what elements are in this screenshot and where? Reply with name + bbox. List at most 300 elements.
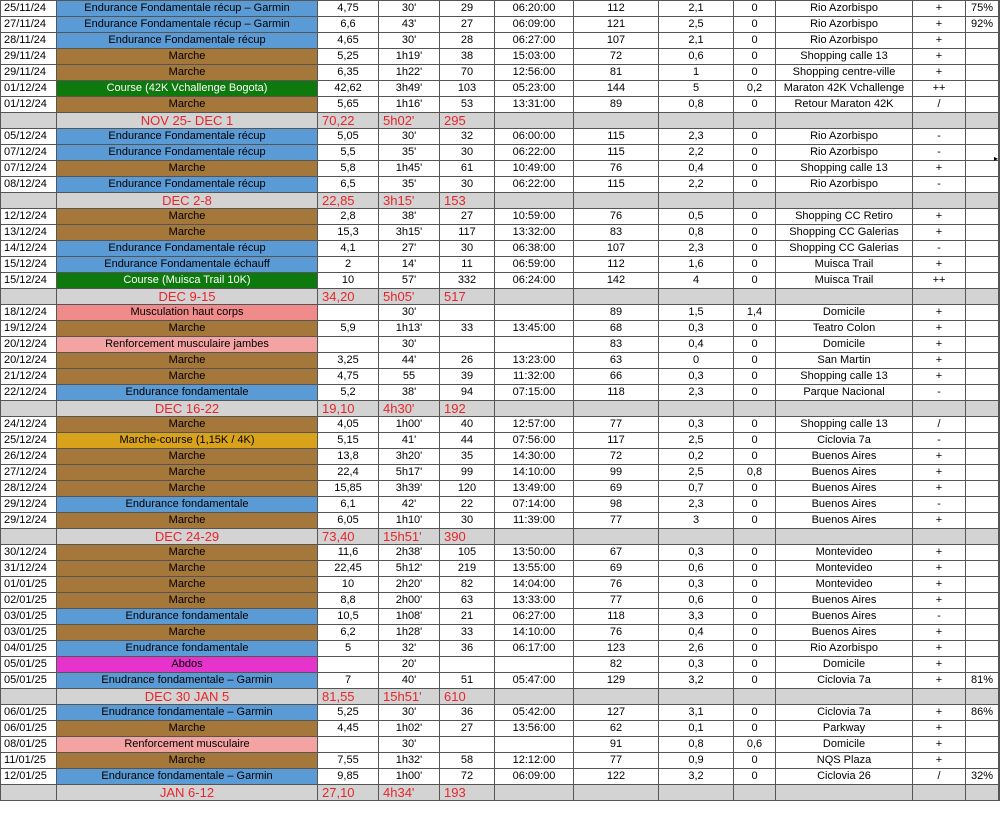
heart-rate-cell[interactable]: 99	[574, 465, 659, 481]
percent-cell[interactable]	[966, 545, 999, 561]
rating-cell[interactable]: +	[913, 161, 966, 177]
activity-cell[interactable]: Marche	[57, 561, 318, 577]
duration-cell[interactable]: 1h19'	[379, 49, 440, 65]
date-cell[interactable]	[1, 193, 57, 209]
activity-cell[interactable]: Endurance fondamentale	[57, 497, 318, 513]
percent-cell[interactable]: 86%	[966, 705, 999, 721]
value2-cell[interactable]: 0	[734, 593, 776, 609]
percent-cell[interactable]	[966, 497, 999, 513]
empty-cell[interactable]	[495, 689, 574, 705]
rating-cell[interactable]: +	[913, 737, 966, 753]
distance-cell[interactable]: 4,45	[318, 721, 379, 737]
value2-cell[interactable]: 0	[734, 705, 776, 721]
duration-cell[interactable]: 1h45'	[379, 161, 440, 177]
date-cell[interactable]: 28/12/24	[1, 481, 57, 497]
location-cell[interactable]: Rio Azorbispo	[776, 177, 913, 193]
heart-rate-cell[interactable]: 127	[574, 705, 659, 721]
heart-rate-cell[interactable]: 68	[574, 321, 659, 337]
elevation-cell[interactable]: 38	[440, 49, 495, 65]
start-time-cell[interactable]: 15:03:00	[495, 49, 574, 65]
empty-cell[interactable]	[495, 785, 574, 801]
value2-cell[interactable]: 0	[734, 273, 776, 289]
duration-cell[interactable]: 43'	[379, 17, 440, 33]
activity-cell[interactable]: Marche	[57, 465, 318, 481]
value1-cell[interactable]: 0,3	[659, 369, 734, 385]
value2-cell[interactable]: 0	[734, 545, 776, 561]
total-distance[interactable]: 70,22	[318, 113, 379, 129]
date-cell[interactable]: 30/12/24	[1, 545, 57, 561]
value1-cell[interactable]: 1	[659, 65, 734, 81]
heart-rate-cell[interactable]: 76	[574, 161, 659, 177]
heart-rate-cell[interactable]: 121	[574, 17, 659, 33]
total-distance[interactable]: 27,10	[318, 785, 379, 801]
total-elevation[interactable]: 192	[440, 401, 495, 417]
date-cell[interactable]	[1, 689, 57, 705]
date-cell[interactable]: 29/12/24	[1, 513, 57, 529]
distance-cell[interactable]: 6,6	[318, 17, 379, 33]
value1-cell[interactable]: 5	[659, 81, 734, 97]
rating-cell[interactable]: +	[913, 17, 966, 33]
location-cell[interactable]: Buenos Aires	[776, 449, 913, 465]
location-cell[interactable]: Buenos Aires	[776, 481, 913, 497]
start-time-cell[interactable]: 06:24:00	[495, 273, 574, 289]
date-cell[interactable]: 14/12/24	[1, 241, 57, 257]
rating-cell[interactable]: +	[913, 577, 966, 593]
heart-rate-cell[interactable]: 76	[574, 209, 659, 225]
date-cell[interactable]: 27/12/24	[1, 465, 57, 481]
date-cell[interactable]: 15/12/24	[1, 257, 57, 273]
distance-cell[interactable]: 6,05	[318, 513, 379, 529]
empty-cell[interactable]	[776, 785, 913, 801]
duration-cell[interactable]: 30'	[379, 705, 440, 721]
heart-rate-cell[interactable]: 72	[574, 449, 659, 465]
percent-cell[interactable]	[966, 33, 999, 49]
heart-rate-cell[interactable]: 77	[574, 513, 659, 529]
distance-cell[interactable]: 6,1	[318, 497, 379, 513]
percent-cell[interactable]: 75%	[966, 1, 999, 17]
percent-cell[interactable]: 32%	[966, 769, 999, 785]
duration-cell[interactable]: 5h17'	[379, 465, 440, 481]
date-cell[interactable]: 21/12/24	[1, 369, 57, 385]
distance-cell[interactable]: 7	[318, 673, 379, 689]
duration-cell[interactable]: 1h22'	[379, 65, 440, 81]
distance-cell[interactable]: 9,85	[318, 769, 379, 785]
value2-cell[interactable]: 0	[734, 385, 776, 401]
elevation-cell[interactable]: 61	[440, 161, 495, 177]
date-cell[interactable]: 19/12/24	[1, 321, 57, 337]
empty-cell[interactable]	[495, 113, 574, 129]
start-time-cell[interactable]	[495, 305, 574, 321]
value1-cell[interactable]: 2,2	[659, 177, 734, 193]
empty-cell[interactable]	[659, 289, 734, 305]
elevation-cell[interactable]: 28	[440, 33, 495, 49]
location-cell[interactable]: Montevideo	[776, 561, 913, 577]
location-cell[interactable]: Ciclovia 7a	[776, 705, 913, 721]
elevation-cell[interactable]: 51	[440, 673, 495, 689]
start-time-cell[interactable]: 05:42:00	[495, 705, 574, 721]
empty-cell[interactable]	[734, 193, 776, 209]
start-time-cell[interactable]: 13:33:00	[495, 593, 574, 609]
duration-cell[interactable]: 2h00'	[379, 593, 440, 609]
value1-cell[interactable]: 0,8	[659, 737, 734, 753]
location-cell[interactable]: Rio Azorbispo	[776, 1, 913, 17]
date-cell[interactable]: 01/01/25	[1, 577, 57, 593]
empty-cell[interactable]	[776, 529, 913, 545]
date-cell[interactable]	[1, 289, 57, 305]
heart-rate-cell[interactable]: 76	[574, 625, 659, 641]
duration-cell[interactable]: 14'	[379, 257, 440, 273]
distance-cell[interactable]: 6,5	[318, 177, 379, 193]
distance-cell[interactable]: 5,25	[318, 49, 379, 65]
activity-cell[interactable]: Marche	[57, 481, 318, 497]
percent-cell[interactable]: 81%	[966, 673, 999, 689]
heart-rate-cell[interactable]: 76	[574, 577, 659, 593]
date-cell[interactable]: 07/12/24	[1, 145, 57, 161]
elevation-cell[interactable]: 22	[440, 497, 495, 513]
date-cell[interactable]: 27/11/24	[1, 17, 57, 33]
start-time-cell[interactable]: 11:39:00	[495, 513, 574, 529]
start-time-cell[interactable]: 06:38:00	[495, 241, 574, 257]
location-cell[interactable]: Muisca Trail	[776, 273, 913, 289]
activity-cell[interactable]: Course (42K Vchallenge Bogota)	[57, 81, 318, 97]
distance-cell[interactable]: 5,5	[318, 145, 379, 161]
location-cell[interactable]: NQS Plaza	[776, 753, 913, 769]
distance-cell[interactable]: 5,2	[318, 385, 379, 401]
location-cell[interactable]: Maraton 42K Vchallenge	[776, 81, 913, 97]
duration-cell[interactable]: 38'	[379, 209, 440, 225]
week-label[interactable]: DEC 2-8	[57, 193, 318, 209]
rating-cell[interactable]: +	[913, 305, 966, 321]
value2-cell[interactable]: 0	[734, 417, 776, 433]
elevation-cell[interactable]: 219	[440, 561, 495, 577]
empty-cell[interactable]	[574, 785, 659, 801]
heart-rate-cell[interactable]: 118	[574, 609, 659, 625]
elevation-cell[interactable]	[440, 737, 495, 753]
date-cell[interactable]	[1, 785, 57, 801]
percent-cell[interactable]	[966, 577, 999, 593]
activity-cell[interactable]: Marche	[57, 321, 318, 337]
rating-cell[interactable]: +	[913, 209, 966, 225]
location-cell[interactable]: Buenos Aires	[776, 513, 913, 529]
location-cell[interactable]: Shopping centre-ville	[776, 65, 913, 81]
start-time-cell[interactable]: 10:59:00	[495, 209, 574, 225]
percent-cell[interactable]	[966, 225, 999, 241]
rating-cell[interactable]: -	[913, 129, 966, 145]
week-label[interactable]: DEC 16-22	[57, 401, 318, 417]
distance-cell[interactable]: 4,75	[318, 1, 379, 17]
date-cell[interactable]: 18/12/24	[1, 305, 57, 321]
activity-cell[interactable]: Endurance Fondamentale récup	[57, 129, 318, 145]
heart-rate-cell[interactable]: 118	[574, 385, 659, 401]
percent-cell[interactable]	[966, 417, 999, 433]
date-cell[interactable]: 04/01/25	[1, 641, 57, 657]
activity-cell[interactable]: Marche	[57, 97, 318, 113]
elevation-cell[interactable]: 36	[440, 705, 495, 721]
date-cell[interactable]: 03/01/25	[1, 625, 57, 641]
location-cell[interactable]: Domicile	[776, 657, 913, 673]
location-cell[interactable]: Buenos Aires	[776, 593, 913, 609]
heart-rate-cell[interactable]: 63	[574, 353, 659, 369]
value1-cell[interactable]: 2,5	[659, 17, 734, 33]
rating-cell[interactable]: -	[913, 385, 966, 401]
date-cell[interactable]: 22/12/24	[1, 385, 57, 401]
location-cell[interactable]: Ciclovia 7a	[776, 673, 913, 689]
rating-cell[interactable]: +	[913, 49, 966, 65]
value2-cell[interactable]: 0	[734, 769, 776, 785]
date-cell[interactable]: 01/12/24	[1, 97, 57, 113]
rating-cell[interactable]: ++	[913, 273, 966, 289]
percent-cell[interactable]	[966, 609, 999, 625]
total-elevation[interactable]: 295	[440, 113, 495, 129]
elevation-cell[interactable]: 99	[440, 465, 495, 481]
duration-cell[interactable]: 35'	[379, 177, 440, 193]
empty-cell[interactable]	[574, 113, 659, 129]
percent-cell[interactable]	[966, 305, 999, 321]
duration-cell[interactable]: 35'	[379, 145, 440, 161]
rating-cell[interactable]: +	[913, 465, 966, 481]
empty-cell[interactable]	[913, 785, 966, 801]
heart-rate-cell[interactable]: 115	[574, 145, 659, 161]
duration-cell[interactable]: 30'	[379, 305, 440, 321]
value2-cell[interactable]: 0	[734, 577, 776, 593]
location-cell[interactable]: Buenos Aires	[776, 625, 913, 641]
duration-cell[interactable]: 30'	[379, 1, 440, 17]
value2-cell[interactable]: 0	[734, 625, 776, 641]
date-cell[interactable]: 29/12/24	[1, 497, 57, 513]
elevation-cell[interactable]: 33	[440, 321, 495, 337]
date-cell[interactable]: 02/01/25	[1, 593, 57, 609]
activity-cell[interactable]: Marche	[57, 721, 318, 737]
elevation-cell[interactable]: 103	[440, 81, 495, 97]
distance-cell[interactable]: 8,8	[318, 593, 379, 609]
heart-rate-cell[interactable]: 69	[574, 481, 659, 497]
rating-cell[interactable]: +	[913, 657, 966, 673]
distance-cell[interactable]: 6,2	[318, 625, 379, 641]
value1-cell[interactable]: 0,4	[659, 337, 734, 353]
week-label[interactable]: JAN 6-12	[57, 785, 318, 801]
rating-cell[interactable]: +	[913, 33, 966, 49]
rating-cell[interactable]: +	[913, 721, 966, 737]
location-cell[interactable]: Ciclovia 7a	[776, 433, 913, 449]
start-time-cell[interactable]: 07:56:00	[495, 433, 574, 449]
location-cell[interactable]: Parkway	[776, 721, 913, 737]
value1-cell[interactable]: 2,3	[659, 129, 734, 145]
percent-cell[interactable]	[966, 257, 999, 273]
total-elevation[interactable]: 153	[440, 193, 495, 209]
duration-cell[interactable]: 3h20'	[379, 449, 440, 465]
activity-cell[interactable]: Marche	[57, 417, 318, 433]
value1-cell[interactable]: 0,3	[659, 417, 734, 433]
empty-cell[interactable]	[913, 193, 966, 209]
total-distance[interactable]: 34,20	[318, 289, 379, 305]
value2-cell[interactable]: 0	[734, 609, 776, 625]
percent-cell[interactable]	[966, 337, 999, 353]
activity-cell[interactable]: Endurance Fondamentale récup	[57, 241, 318, 257]
location-cell[interactable]: Ciclovia 26	[776, 769, 913, 785]
distance-cell[interactable]: 15,3	[318, 225, 379, 241]
total-distance[interactable]: 19,10	[318, 401, 379, 417]
activity-cell[interactable]: Marche	[57, 209, 318, 225]
empty-cell[interactable]	[734, 289, 776, 305]
elevation-cell[interactable]: 63	[440, 593, 495, 609]
heart-rate-cell[interactable]: 123	[574, 641, 659, 657]
distance-cell[interactable]: 2,8	[318, 209, 379, 225]
value1-cell[interactable]: 0,7	[659, 481, 734, 497]
start-time-cell[interactable]: 07:14:00	[495, 497, 574, 513]
value2-cell[interactable]: 0	[734, 129, 776, 145]
date-cell[interactable]	[1, 401, 57, 417]
value2-cell[interactable]: 0	[734, 337, 776, 353]
empty-cell[interactable]	[574, 289, 659, 305]
location-cell[interactable]: Rio Azorbispo	[776, 17, 913, 33]
activity-cell[interactable]: Endurance Fondamentale récup	[57, 177, 318, 193]
start-time-cell[interactable]: 10:49:00	[495, 161, 574, 177]
heart-rate-cell[interactable]: 72	[574, 49, 659, 65]
heart-rate-cell[interactable]: 66	[574, 369, 659, 385]
percent-cell[interactable]	[966, 65, 999, 81]
location-cell[interactable]: Domicile	[776, 305, 913, 321]
activity-cell[interactable]: Enudrance fondamentale	[57, 641, 318, 657]
value2-cell[interactable]: 0	[734, 657, 776, 673]
value1-cell[interactable]: 0,3	[659, 321, 734, 337]
distance-cell[interactable]: 5,15	[318, 433, 379, 449]
empty-cell[interactable]	[966, 529, 999, 545]
value2-cell[interactable]: 0	[734, 257, 776, 273]
duration-cell[interactable]: 3h39'	[379, 481, 440, 497]
week-label[interactable]: DEC 30 JAN 5	[57, 689, 318, 705]
empty-cell[interactable]	[913, 401, 966, 417]
total-elevation[interactable]: 610	[440, 689, 495, 705]
date-cell[interactable]: 03/01/25	[1, 609, 57, 625]
date-cell[interactable]: 05/01/25	[1, 657, 57, 673]
duration-cell[interactable]: 1h16'	[379, 97, 440, 113]
empty-cell[interactable]	[659, 193, 734, 209]
value2-cell[interactable]: 0	[734, 97, 776, 113]
elevation-cell[interactable]: 70	[440, 65, 495, 81]
value1-cell[interactable]: 3,2	[659, 673, 734, 689]
date-cell[interactable]: 24/12/24	[1, 417, 57, 433]
percent-cell[interactable]	[966, 353, 999, 369]
percent-cell[interactable]	[966, 513, 999, 529]
value1-cell[interactable]: 0,9	[659, 753, 734, 769]
location-cell[interactable]: Domicile	[776, 737, 913, 753]
start-time-cell[interactable]: 13:49:00	[495, 481, 574, 497]
empty-cell[interactable]	[659, 689, 734, 705]
value1-cell[interactable]: 0,5	[659, 209, 734, 225]
rating-cell[interactable]: -	[913, 433, 966, 449]
week-label[interactable]: DEC 9-15	[57, 289, 318, 305]
percent-cell[interactable]	[966, 721, 999, 737]
rating-cell[interactable]: +	[913, 705, 966, 721]
date-cell[interactable]: 29/11/24	[1, 49, 57, 65]
start-time-cell[interactable]: 13:50:00	[495, 545, 574, 561]
empty-cell[interactable]	[495, 193, 574, 209]
elevation-cell[interactable]: 27	[440, 209, 495, 225]
rating-cell[interactable]: +	[913, 625, 966, 641]
duration-cell[interactable]: 42'	[379, 497, 440, 513]
empty-cell[interactable]	[913, 113, 966, 129]
distance-cell[interactable]: 3,25	[318, 353, 379, 369]
rating-cell[interactable]: -	[913, 177, 966, 193]
elevation-cell[interactable]: 27	[440, 17, 495, 33]
percent-cell[interactable]	[966, 737, 999, 753]
date-cell[interactable]: 05/12/24	[1, 129, 57, 145]
start-time-cell[interactable]: 06:27:00	[495, 33, 574, 49]
value2-cell[interactable]: 0	[734, 65, 776, 81]
value2-cell[interactable]: 0	[734, 561, 776, 577]
empty-cell[interactable]	[495, 289, 574, 305]
percent-cell[interactable]	[966, 753, 999, 769]
empty-cell[interactable]	[495, 529, 574, 545]
duration-cell[interactable]: 2h20'	[379, 577, 440, 593]
start-time-cell[interactable]	[495, 657, 574, 673]
rating-cell[interactable]: +	[913, 353, 966, 369]
elevation-cell[interactable]: 44	[440, 433, 495, 449]
start-time-cell[interactable]: 06:17:00	[495, 641, 574, 657]
empty-cell[interactable]	[659, 113, 734, 129]
rating-cell[interactable]: +	[913, 65, 966, 81]
heart-rate-cell[interactable]: 89	[574, 97, 659, 113]
distance-cell[interactable]: 13,8	[318, 449, 379, 465]
empty-cell[interactable]	[659, 529, 734, 545]
empty-cell[interactable]	[966, 289, 999, 305]
heart-rate-cell[interactable]: 83	[574, 337, 659, 353]
activity-cell[interactable]: Endurance fondamentale – Garmin	[57, 769, 318, 785]
location-cell[interactable]: Shopping CC Retiro	[776, 209, 913, 225]
percent-cell[interactable]	[966, 209, 999, 225]
activity-cell[interactable]: Marche	[57, 65, 318, 81]
start-time-cell[interactable]: 13:45:00	[495, 321, 574, 337]
activity-cell[interactable]: Marche	[57, 449, 318, 465]
date-cell[interactable]: 25/12/24	[1, 433, 57, 449]
percent-cell[interactable]	[966, 641, 999, 657]
duration-cell[interactable]: 30'	[379, 129, 440, 145]
percent-cell[interactable]	[966, 561, 999, 577]
value1-cell[interactable]: 2,1	[659, 1, 734, 17]
duration-cell[interactable]: 30'	[379, 737, 440, 753]
duration-cell[interactable]: 5h12'	[379, 561, 440, 577]
elevation-cell[interactable]: 40	[440, 417, 495, 433]
value1-cell[interactable]: 2,5	[659, 465, 734, 481]
rating-cell[interactable]: +	[913, 321, 966, 337]
value1-cell[interactable]: 0,4	[659, 625, 734, 641]
elevation-cell[interactable]: 35	[440, 449, 495, 465]
heart-rate-cell[interactable]: 129	[574, 673, 659, 689]
date-cell[interactable]: 12/01/25	[1, 769, 57, 785]
duration-cell[interactable]: 3h49'	[379, 81, 440, 97]
percent-cell[interactable]	[966, 481, 999, 497]
activity-cell[interactable]: Endurance Fondamentale récup – Garmin	[57, 17, 318, 33]
duration-cell[interactable]: 3h15'	[379, 225, 440, 241]
location-cell[interactable]: Rio Azorbispo	[776, 33, 913, 49]
total-elevation[interactable]: 390	[440, 529, 495, 545]
heart-rate-cell[interactable]: 144	[574, 81, 659, 97]
date-cell[interactable]: 01/12/24	[1, 81, 57, 97]
distance-cell[interactable]: 6,35	[318, 65, 379, 81]
location-cell[interactable]: Retour Maraton 42K	[776, 97, 913, 113]
distance-cell[interactable]: 4,1	[318, 241, 379, 257]
distance-cell[interactable]: 5,05	[318, 129, 379, 145]
total-duration[interactable]: 15h51'	[379, 529, 440, 545]
value1-cell[interactable]: 2,1	[659, 33, 734, 49]
elevation-cell[interactable]: 30	[440, 513, 495, 529]
empty-cell[interactable]	[966, 113, 999, 129]
location-cell[interactable]: Shopping calle 13	[776, 417, 913, 433]
value1-cell[interactable]: 2,3	[659, 241, 734, 257]
location-cell[interactable]: Muisca Trail	[776, 257, 913, 273]
location-cell[interactable]: Domicile	[776, 337, 913, 353]
activity-cell[interactable]: Marche	[57, 353, 318, 369]
